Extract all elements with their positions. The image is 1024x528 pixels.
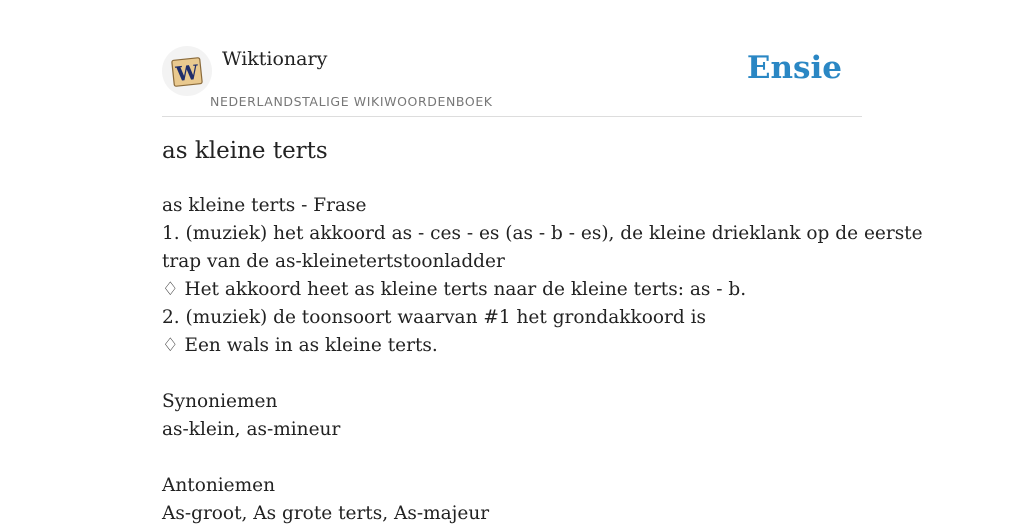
spacer [162,360,862,388]
antonyms-list: As-groot, As grote terts, As-majeur [162,503,490,524]
svg-text:W: W [174,59,200,87]
synonyms-label: Synoniemen [162,391,278,412]
synonyms-list: as-klein, as-mineur [162,419,341,440]
example-line: ♢ Een wals in as kleine terts. [162,335,438,356]
page-title: as kleine terts [162,138,328,164]
wiki-subtitle: NEDERLANDSTALIGE WIKIWOORDENBOEK [210,94,493,109]
wiki-name[interactable]: Wiktionary [222,48,328,70]
antonyms-label: Antoniemen [162,475,276,496]
entry-heading: as kleine terts - Frase [162,195,367,216]
wiktionary-logo-icon[interactable] [162,46,212,96]
example-line: ♢ Het akkoord heet as kleine terts naar de kleine terts: as - b. [162,279,747,300]
definition-line: 2. (muziek) de toonsoort waarvan #1 het grondakkoord is [162,307,706,328]
entry-content [162,192,923,528]
brand-logo[interactable]: Ensie [746,50,842,86]
definition-line: 1. (muziek) het akkoord as - ces - es (as - b - es), de kleine drieklank op de eerste [162,223,923,244]
definition-line: trap van de as-kleinetertstoonladder [162,251,505,272]
spacer [162,444,862,472]
site-header [162,44,862,117]
